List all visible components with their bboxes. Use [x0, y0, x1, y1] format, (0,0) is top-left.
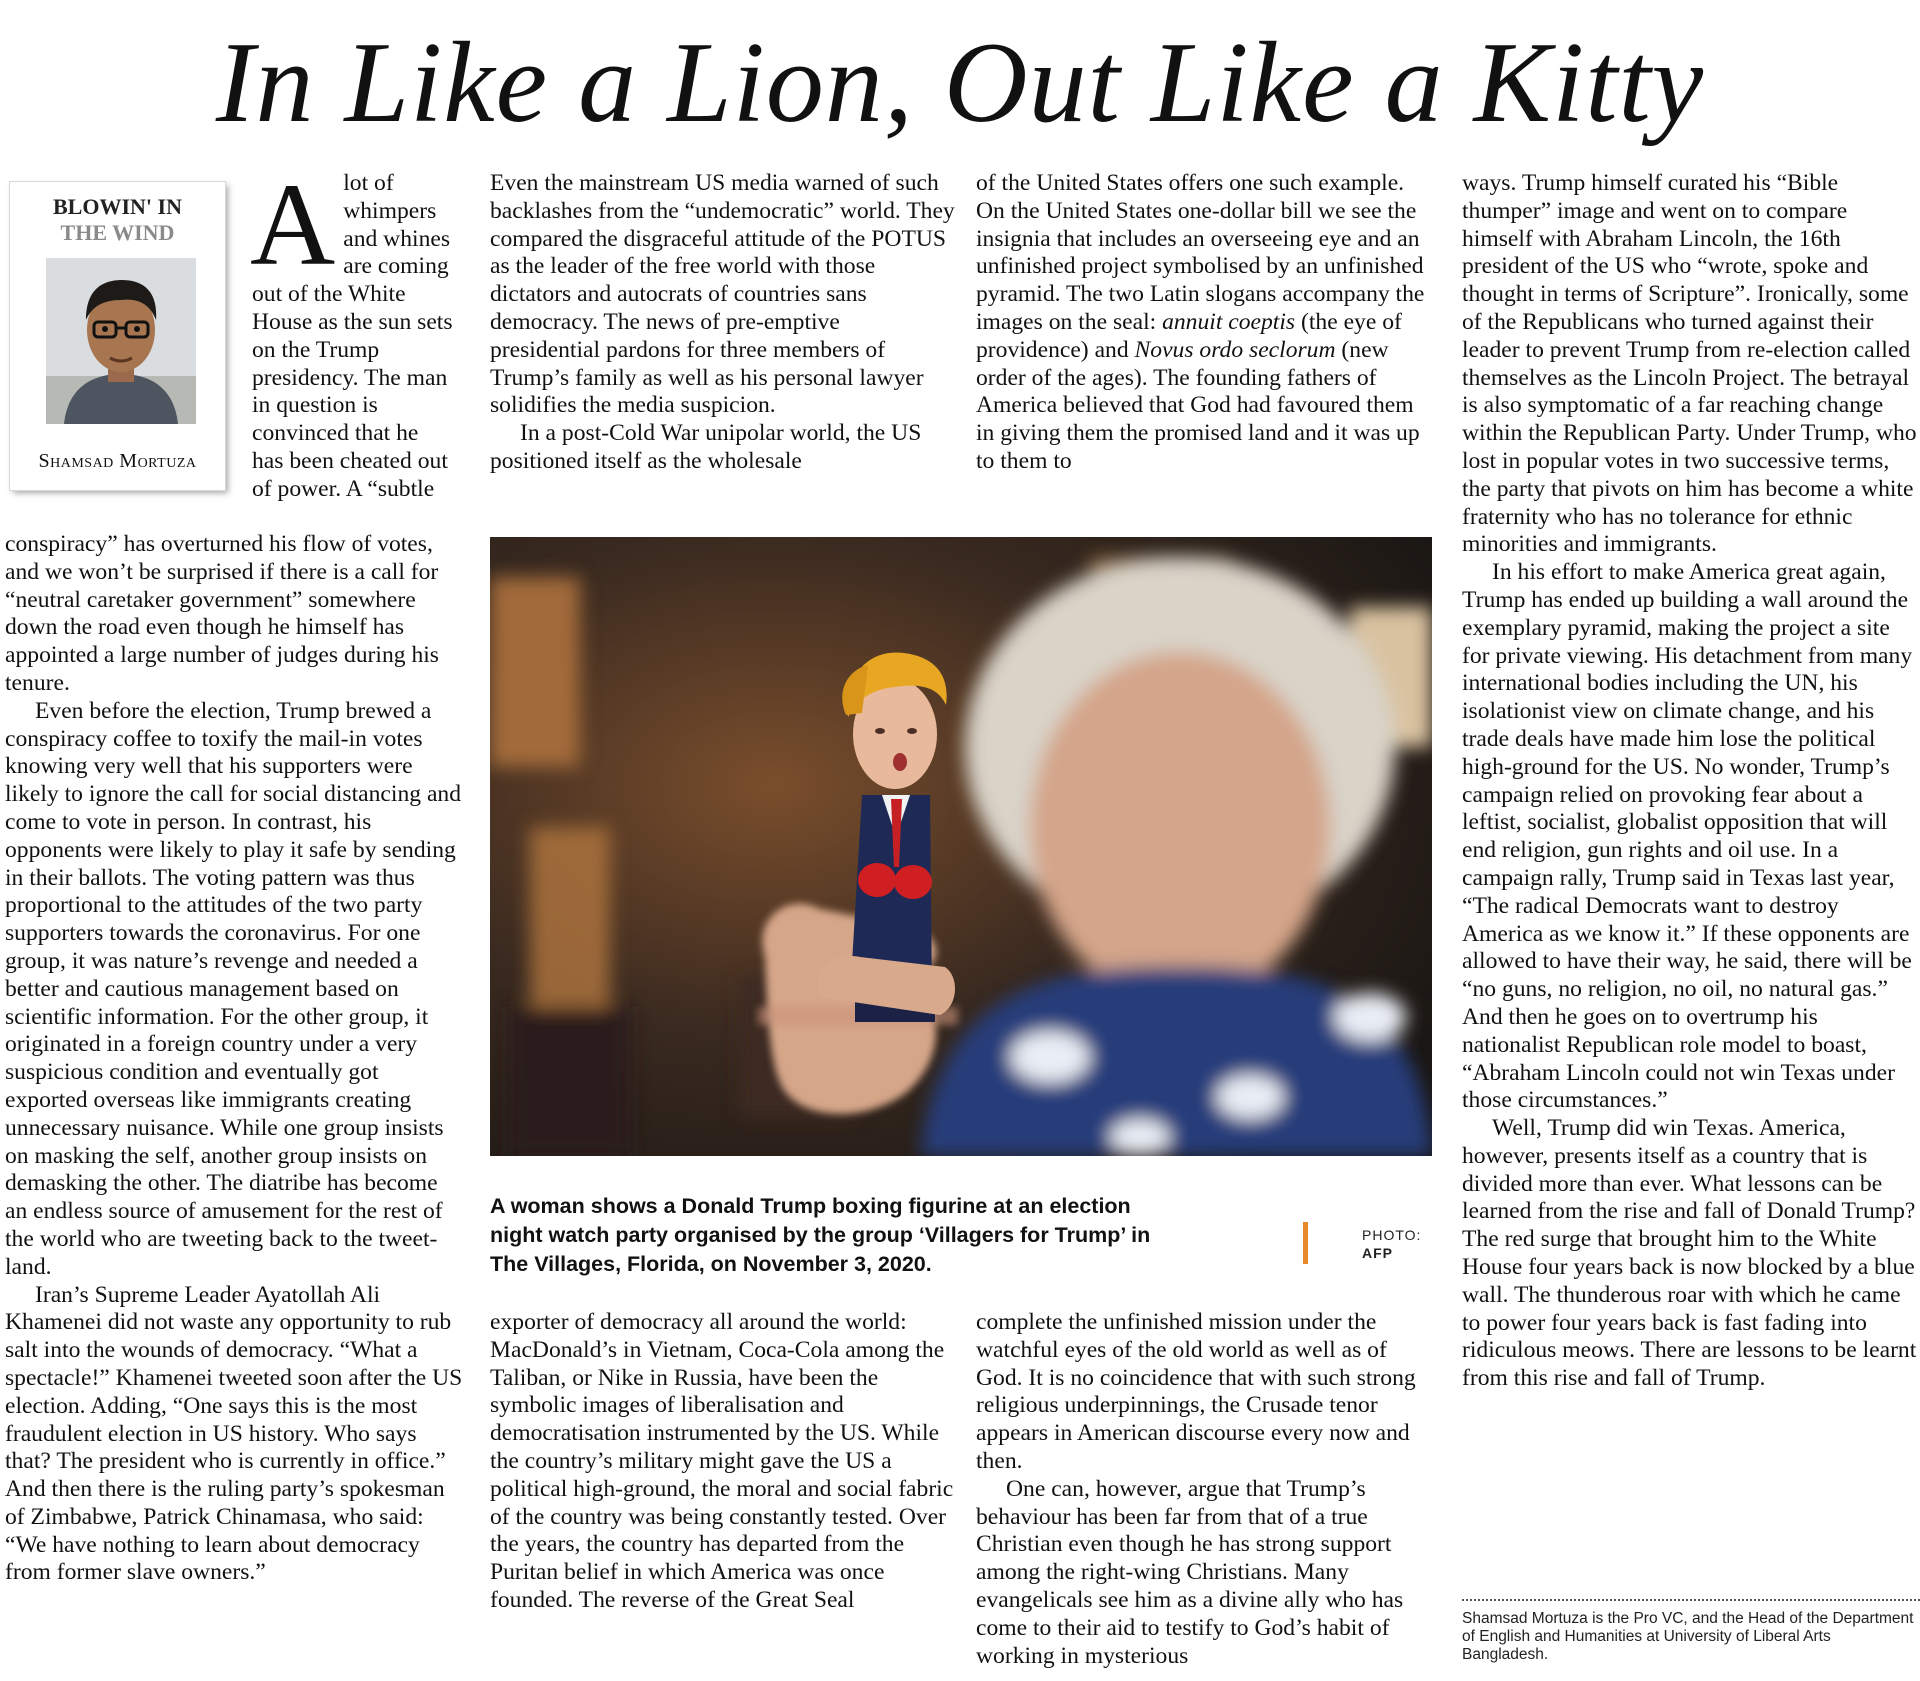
- body-column-1-top: [250, 159, 454, 504]
- body-text: (new order of the ages). The founding fathers of America believed that God had favoured them in giving them the promised land and it was up to them to: [976, 336, 1420, 474]
- body-paragraph: Even before the election, Trump brewed a conspiracy coffee to toxify the mail-in votes knowing very well that his supporters were likely to ignore the call for social distancing and come to vote in person. In contrast, his opponents were likely to play it safe by sending in their ballots. The voting pattern was thus proportional to the attitudes of the two party supporters towards the coronavirus. For one group, it was nature’s revenge and needed a better and cautious management based on scientific information. For the other group, it originated in a foreign country under a very suspicious condition and eventually got exported overseas like immigrants creating unnecessary nuisance. While one group insists on masking the self, another group insists on demasking the other. The diatribe has become an endless source of amusement for the rest of the world who are tweeting back to the tweet-land.: [5, 697, 462, 1280]
- body-text: of the United States offers one such example. On the United States one-dollar bill we see the insignia that includes an overseeing eye and an unfinished project symbolised by an unfinished pyramid. The two Latin slogans accompany the images on the seal:: [976, 170, 1425, 335]
- body-column-3-top: [976, 170, 1436, 476]
- body-paragraph: complete the unfinished mission under the watchful eyes of the old world as well as of God. It is no coincidence that with such strong religious underpinnings, the Crusade tenor appears in American discourse every now and then.: [976, 1309, 1416, 1474]
- author-bio: Shamsad Mortuza is the Pro VC, and the Head of the Department of English and Humanities at University of Liberal Arts Bangladesh.: [1462, 1610, 1914, 1663]
- author-name: Shamsad Mortuza: [38, 450, 197, 472]
- photo-caption: A woman shows a Donald Trump boxing figurine at an election night watch party organised by the group ‘Villagers for Trump’ in The Villages, Florida, on November 3, 2020.: [490, 1194, 1151, 1276]
- body-paragraph: Iran’s Supreme Leader Ayatollah Ali Khamenei did not waste any opportunity to rub salt into the wounds of democracy. “What a spectacle!” Khamenei tweeted soon after the US election. Adding, “One says this is the most fraudulent election in US history. Who says that? The president who is currently in office.” And then there is the ruling party’s spokesman of Zimbabwe, Patrick Chinamasa, who said: “We have nothing to learn about democracy from former slave owners.”: [5, 1281, 463, 1586]
- latin-phrase: Novus ordo seclorum: [1134, 336, 1336, 363]
- drop-cap: A: [250, 159, 336, 290]
- body-text: (the eye of providence) and: [976, 308, 1402, 363]
- column-kicker-sub: THE WIND: [60, 220, 175, 245]
- photo-credit: [1362, 1226, 1421, 1262]
- body-column-2-top: [490, 170, 955, 476]
- body-column-2-bottom: [490, 1309, 955, 1615]
- body-paragraph: One can, however, argue that Trump’s behaviour has been far from that of a true Christian even though he has strong support among the right-wing Christians. Many evangelicals see him as a divine ally who has come to their aid to testify to God’s habit of working in mysterious: [976, 1475, 1404, 1669]
- body-paragraph: Well, Trump did win Texas. America, however, presents itself as a country that is divided more than ever. What lessons can be learned from the rise and fall of Donald Trump? The red surge that brought him to the White House four years back is now blocked by a blue wall. The thunderous roar with which he came to power four years back is fast fading into ridiculous meows. There are lessons to be learnt from this rise and fall of Trump.: [1462, 1115, 1917, 1392]
- author-photo: [46, 258, 196, 424]
- headline: In Like a Lion, Out Like a Kitty: [215, 19, 1705, 147]
- body-paragraph: In a post-Cold War unipolar world, the US positioned itself as the wholesale: [490, 420, 922, 474]
- photo-credit-label: PHOTO:: [1362, 1227, 1422, 1243]
- body-paragraph: ways. Trump himself curated his “Bible thumper” image and went on to compare himself with Abraham Lincoln, the 16th president of the US who “wrote, spoke and thought in terms of Scripture”. Ironically, some of the Republicans who turned against their leader to prevent Trump from re-election called themselves as the Lincoln Project. The betrayal is also symptomatic of a far reaching change within the Republican Party. Under Trump, who lost in popular votes in two successive terms, the party that pivots on him has become a white fraternity who has no tolerance for ethnic minorities and immigrants.: [1462, 170, 1917, 558]
- body-paragraph: In his effort to make America great again, Trump has ended up building a wall around the exemplary pyramid, making the project a site for private viewing. His detachment from many international bodies including the UN, his isolationist view on climate change, and his trade deals have made him lose the political high-ground for the US. No wonder, Trump’s campaign relied on provoking fear about a leftist, socialist, globalist opposition that will end religion, gun rights and oil use. In a campaign rally, Trump said in Texas last year, “The radical Democrats want to destroy America as we know it.” If these opponents are allowed to have their way, he said, there will be “no guns, no religion, no oil, no natural gas.” And then he goes on to overtrump his nationalist Republican role model to boast, “Abraham Lincoln could not win Texas under those circumstances.”: [1462, 559, 1913, 1114]
- bio-divider: [1462, 1599, 1920, 1601]
- body-paragraph: Even the mainstream US media warned of such backlashes from the “undemocratic” world. They compared the disgraceful attitude of the POTUS as the leader of the free world with those dictators and autocrats of countries sans democracy. The news of pre-emptive presidential pardons for three members of Trump’s family as well as his personal lawyer solidifies the media suspicion.: [490, 170, 955, 419]
- credit-accent-bar: [1303, 1222, 1308, 1264]
- latin-phrase: annuit coeptis: [1162, 308, 1296, 335]
- column-kicker: BLOWIN' IN: [53, 194, 182, 219]
- body-paragraph: [976, 170, 1436, 476]
- body-paragraph: lot of whimpers and whines are coming out of the White House as the sun sets on the Trump presidency. The man in question is convinced that he has been cheated out of power. A “subtle: [252, 170, 453, 502]
- body-paragraph: conspiracy” has overturned his flow of votes, and we won’t be surprised if there is a call for “neutral caretaker government” somewhere down the road even though he himself has appointed a large number of judges during his tenure.: [5, 531, 439, 696]
- news-photo: [490, 537, 1432, 1156]
- body-paragraph: exporter of democracy all around the world: MacDonald’s in Vietnam, Coca-Cola among the Taliban, or Nike in Russia, have been the symbolic images of liberalisation and democratisation instrumented by the US. While the country’s military might gave the US a political high-ground, the moral and social fabric of the country was being constantly tested. Over the years, the country has departed from the Puritan belief in which America was once founded. The reverse of the Great Seal: [490, 1309, 954, 1613]
- body-column-4: [1462, 170, 1917, 1393]
- author-box: [10, 182, 225, 490]
- body-column-3-bottom: [976, 1309, 1436, 1670]
- body-column-1: [5, 531, 465, 1587]
- photo-credit-source: AFP: [1362, 1245, 1393, 1261]
